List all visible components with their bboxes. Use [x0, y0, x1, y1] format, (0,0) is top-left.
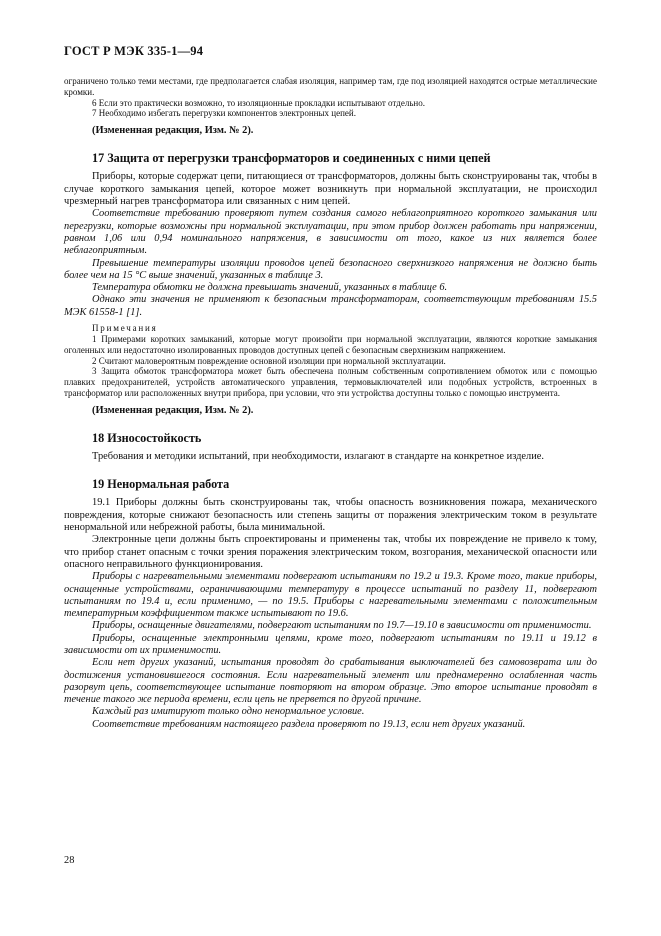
section-17-test-paragraph: Температура обмотки не должна превышать значений, указанных в таблице 6. — [92, 282, 448, 294]
intro-paragraph: ограничено только теми местами, где предполагается слабая изоляция, например там, где под изоляцией находятся острые металлические кромки. — [64, 76, 597, 97]
intro-item-7: 7 Необходимо избегать перегрузки компонентов электронных цепей. — [92, 108, 356, 119]
amendment-note: (Измененная редакция, Изм. № 2). — [92, 125, 254, 137]
amendment-note: (Измененная редакция, Изм. № 2). — [92, 404, 254, 416]
section-18-paragraph: Требования и методики испытаний, при необходимости, излагают в стандарте на конкретное изделие. — [92, 451, 544, 463]
page-body — [64, 76, 597, 731]
section-17-heading: 17 Защита от перегрузки трансформаторов и соединенных с ними цепей — [92, 151, 491, 166]
section-19-test-paragraph: Соответствие требованиям настоящего раздела проверяют по 19.13, если нет других указаний. — [92, 718, 526, 730]
section-19-test-paragraph: Каждый раз имитируют только одно ненормальное условие. — [92, 706, 365, 718]
section-19-paragraph: 19.1 Приборы должны быть сконструированы так, чтобы опасность возникновения пожара, механического повреждения, которые снижают безопасность или степень защиты от поражения электрическим током в результате ненормальной или небрежной работы, была минимальной. — [64, 497, 597, 534]
section-19-test-paragraph: Приборы с нагревательными элементами подвергают испытаниям по 19.2 и 19.3. Кроме того, такие приборы, оснащенные устройствами, ограничивающими температуру в процессе испытаний по разделу 11, подвергают испытаниям по 19.4 и, если применимо, — по 19.5. Приборы с нагревательными элементами с положительным температурным коэффициентом также испытывают по 19.6. — [64, 571, 597, 620]
section-18-heading: 18 Износостойкость — [92, 431, 202, 446]
notes-title: Примечания — [92, 323, 158, 334]
section-19-paragraph: Электронные цепи должны быть спроектированы и применены так, чтобы их повреждение не привело к тому, что прибор станет опасным с точки зрения поражения электрическим током, возгорания, механической опасности или опасного неправильного функционирования. — [64, 534, 597, 570]
section-17-paragraph: Приборы, которые содержат цепи, питающиеся от трансформаторов, должны быть сконструированы так, чтобы в случае короткого замыкания цепей, которое может возникнуть при нормальной эксплуатации, не происходил чрезмерный нагрев трансформатора или связанных с ним цепей. — [64, 171, 597, 208]
section-19-test-paragraph: Если нет других указаний, испытания проводят до срабатывания выключателей без самовозврата или до достижения установившегося состояния. Если нагревательный элемент или преднамеренно ослабленная часть разорвут цепь, соответствующее испытание повторяют на втором образце. Это второе испытание проводят в течение такого же периода времени, если цепь не прервется по другой причине. — [64, 657, 597, 706]
section-19-heading: 19 Ненормальная работа — [92, 477, 230, 492]
section-17-test-paragraph: Однако эти значения не применяют к безопасным трансформаторам, соответствующим требованиям 15.5 МЭК 61558-1 [1]. — [64, 294, 597, 318]
intro-item-6: 6 Если это практически возможно, то изоляционные прокладки испытывают отдельно. — [92, 97, 425, 108]
note-1: 1 Примерами коротких замыканий, которые могут произойти при нормальной эксплуатации, являются короткие замыкания оголенных или недостаточно изолированных проводов доступных цепей с безопасным сверхнизким напряжением. — [64, 334, 597, 355]
page-header: ГОСТ Р МЭК 335-1—94 — [64, 44, 204, 58]
section-17-test-paragraph: Соответствие требованию проверяют путем создания самого неблагоприятного короткого замыкания или перегрузки, которые возможны при нормальной эксплуатации, при этом прибор должен работать при напряжении, равном 1,06 или 0,94 номинального напряжения, в зависимости от того, какое из них является более неблагоприятным. — [64, 208, 597, 257]
page-number: 28 — [64, 855, 75, 866]
section-19-test-paragraph: Приборы, оснащенные двигателями, подвергают испытаниям по 19.7—19.10 в зависимости от применимости. — [92, 620, 592, 632]
section-17-test-paragraph: Превышение температуры изоляции проводов цепей безопасного сверхнизкого напряжения не должно быть более чем на 15 °С выше значений, указанных в таблице 3. — [64, 257, 597, 281]
section-19-test-paragraph: Приборы, оснащенные электронными цепями, кроме того, подвергают испытаниям по 19.11 и 19.12 в зависимости от их применимости. — [64, 632, 597, 656]
note-2: 2 Считают маловероятным повреждение основной изоляции при нормальной эксплуатации. — [92, 355, 446, 366]
note-3: 3 Защита обмоток трансформатора может быть обеспечена полным собственным сопротивлением обмоток или с помощью плавких предохранителей, устройств автоматического управления, термовыключателей или подобных устройств, встроенных в трансформатор или расположенных внутри прибора, при условии, что эти устройства доступны только с помощью инструмента. — [64, 366, 597, 399]
